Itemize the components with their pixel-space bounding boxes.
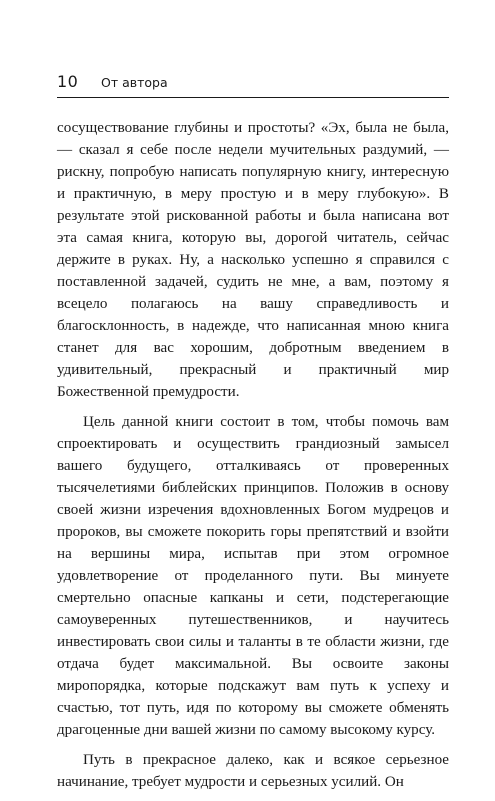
paragraph-path: Путь в прекрасное далеко, как и всякое серьезное начинание, требует мудрости и серьезных усилий. Он xyxy=(57,752,449,790)
header-rule xyxy=(57,97,449,98)
body-text xyxy=(57,117,449,801)
running-title: От автора xyxy=(101,75,168,90)
page-number: 10 xyxy=(57,72,79,91)
running-head xyxy=(57,72,168,91)
paragraph-purpose: Цель данной книги состоит в том, чтобы помочь вам спроектировать и осуществить грандиозный замысел вашего будущего, отталкиваясь от проверенных тысячелетиями библейских принципов. Положив в основу своей жизни изречения вдохновленных Богом мудрецов и пророков, вы сможете покорить горы препятствий и взойти на вершины мира, испытав при этом огромное удовлетворение от проделанного пути. Вы минуете смертельно опасные капканы и сети, подстерегающие самоуверенных путешественников, и научитесь инвестировать свои силы и таланты в те области жизни, где отдача будет максимальной. Вы освоите законы миропорядка, которые подскажут вам путь к успеху и счастью, тот путь, идя по которому вы сможете обменять драгоценные дни вашей жизни по самому высокому курсу. xyxy=(57,414,449,738)
paragraph-continuation: сосуществование глубины и простоты? «Эх, была не была, — сказал я себе после недели мучительных раздумий, — рискну, попробую написать популярную книгу, интересную и практичную, в меру простую и в меру глубокую». В результате этой рискованной работы и была написана вот эта самая книга, которую вы, дорогой читатель, сейчас держите в руках. Ну, а насколько успешно я справился с поставленной задачей, судить не мне, а вам, поэтому я всецело полагаюсь на вашу справедливость и благосклонность, в надежде, что написанная мною книга станет для вас хорошим, добротным введением в удивительный, прекрасный и практичный мир Божественной премудрости. xyxy=(57,120,449,400)
